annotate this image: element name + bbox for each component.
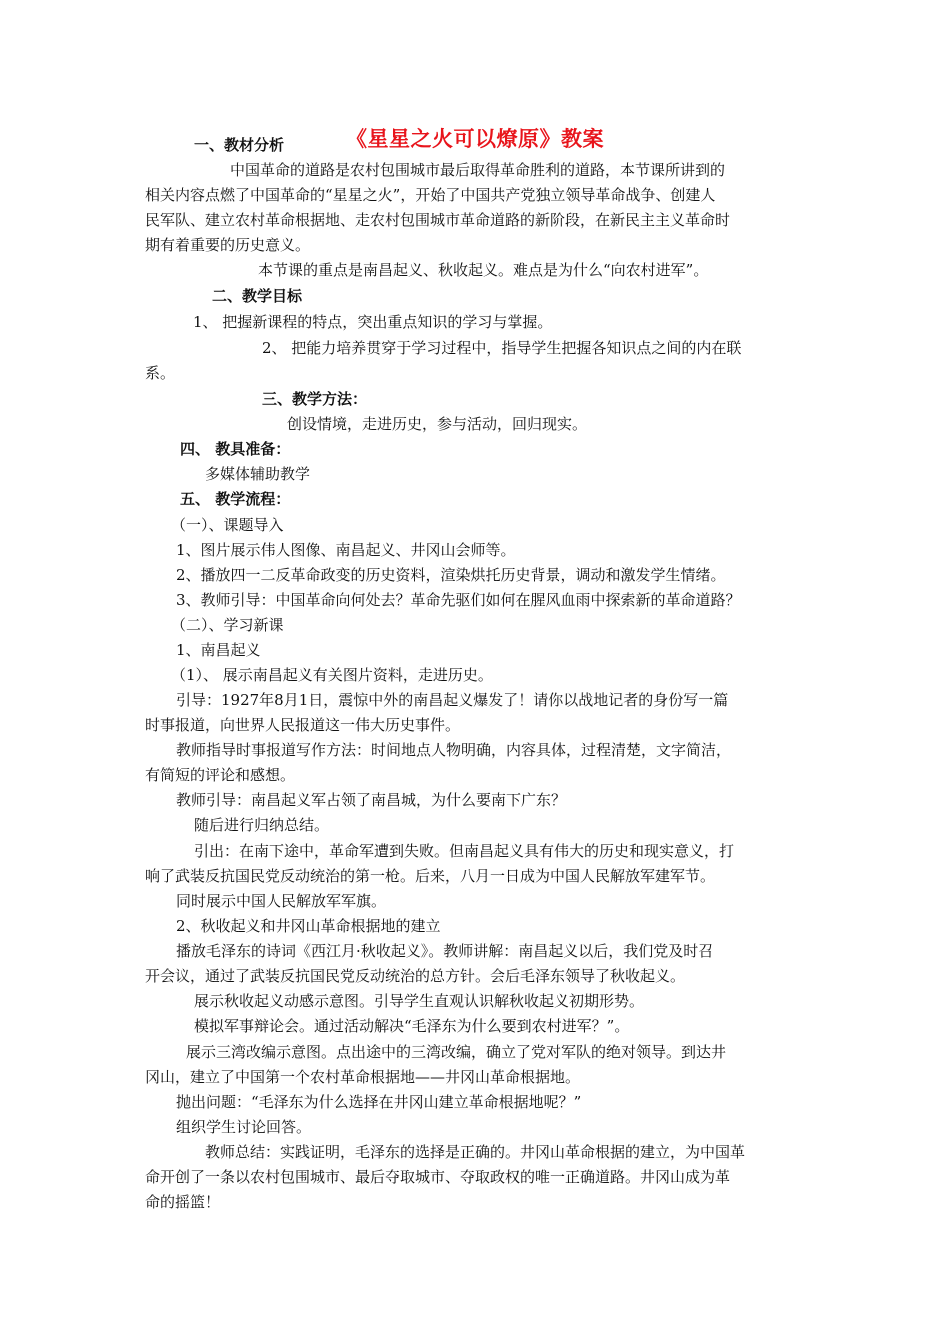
paragraph-line: 期有着重要的历史意义。 [145, 236, 311, 254]
paragraph-line: 有简短的评论和感想。 [145, 766, 296, 784]
section-heading: 四、 教具准备： [180, 440, 291, 458]
paragraph-line: 引出：在南下途中，革命军遭到失败。但南昌起义具有伟大的历史和现实意义，打 [194, 842, 735, 860]
paragraph-line: 2、播放四一二反革命政变的历史资料，渲染烘托历史背景，调动和激发学生情绪。 [176, 566, 726, 584]
paragraph-line: 1、南昌起义 [176, 641, 261, 659]
paragraph-line: 1、图片展示伟人图像、南昌起义、井冈山会师等。 [176, 541, 516, 559]
paragraph-line: 命的摇篮！ [145, 1193, 221, 1211]
paragraph-line: 教师总结：实践证明，毛泽东的选择是正确的。井冈山革命根据的建立，为中国革 [205, 1143, 746, 1161]
paragraph-line: 模拟军事辩论会。通过活动解决“毛泽东为什么要到农村进军？”。 [194, 1017, 630, 1035]
paragraph-line: 同时展示中国人民解放军军旗。 [176, 892, 387, 910]
paragraph-line: 教师指导时事报道写作方法：时间地点人物明确，内容具体，过程清楚，文字简洁， [176, 741, 732, 759]
section-heading: 三、教学方法： [262, 390, 368, 408]
paragraph-line: 组织学生讨论回答。 [176, 1118, 312, 1136]
section-heading: 二、教学目标 [212, 287, 303, 305]
paragraph-line: 抛出问题：“毛泽东为什么选择在井冈山建立革命根据地呢？” [176, 1093, 582, 1111]
paragraph-line: 时事报道，向世界人民报道这一伟大历史事件。 [145, 716, 461, 734]
paragraph-line: 民军队、建立农村革命根据地、走农村包围城市革命道路的新阶段，在新民主主义革命时 [145, 211, 731, 229]
paragraph-line: 中国革命的道路是农村包围城市最后取得革命胜利的道路，本节课所讲到的 [230, 161, 726, 179]
section-heading: 五、 教学流程： [180, 490, 291, 508]
document-title: 《星星之火可以燎原》教案 [346, 127, 604, 151]
paragraph-line: 引导：1927年8月1日，震惊中外的南昌起义爆发了！请你以战地记者的身份写一篇 [176, 691, 729, 709]
paragraph-line: 播放毛泽东的诗词《西江月·秋收起义》。教师讲解：南昌起义以后，我们党及时召 [176, 942, 714, 960]
paragraph-line: 多媒体辅助教学 [205, 465, 311, 483]
paragraph-line: 随后进行归纳总结。 [194, 816, 330, 834]
paragraph-line: 3、教师引导：中国革命向何处去？革命先驱们如何在腥风血雨中探索新的革命道路？ [176, 591, 741, 609]
paragraph-line: 响了武装反抗国民党反动统治的第一枪。后来，八月一日成为中国人民解放军建军节。 [145, 867, 716, 885]
paragraph-line: 相关内容点燃了中国革命的“星星之火”，开始了中国共产党独立领导革命战争、创建人 [145, 186, 716, 204]
section-heading: 一、教材分析 [194, 136, 285, 154]
paragraph-line: 系。 [145, 364, 176, 382]
paragraph-line: 本节课的重点是南昌起义、秋收起义。难点是为什么“向农村进军”。 [258, 261, 709, 279]
paragraph-line: （1）、 展示南昌起义有关图片资料，走进历史。 [171, 666, 493, 684]
paragraph-line: 2、秋收起义和井冈山革命根据地的建立 [176, 917, 441, 935]
paragraph-line: （二）、学习新课 [171, 616, 284, 634]
paragraph-line: 命开创了一条以农村包围城市、最后夺取城市、夺取政权的唯一正确道路。井冈山成为革 [145, 1168, 731, 1186]
paragraph-line: 1、 把握新课程的特点，突出重点知识的学习与掌握。 [193, 313, 553, 331]
paragraph-line: 创设情境，走进历史，参与活动，回归现实。 [287, 415, 588, 433]
paragraph-line: 2、 把能力培养贯穿于学习过程中，指导学生把握各知识点之间的内在联 [262, 339, 742, 357]
paragraph-line: （一）、课题导入 [171, 516, 284, 534]
paragraph-line: 开会议，通过了武装反抗国民党反动统治的总方针。会后毛泽东领导了秋收起义。 [145, 967, 686, 985]
paragraph-line: 展示三湾改编示意图。点出途中的三湾改编，确立了党对军队的绝对领导。到达井 [186, 1043, 727, 1061]
paragraph-line: 展示秋收起义动感示意图。引导学生直观认识解秋收起义初期形势。 [194, 992, 645, 1010]
paragraph-line: 教师引导：南昌起义军占领了南昌城，为什么要南下广东？ [176, 791, 567, 809]
paragraph-line: 冈山，建立了中国第一个农村革命根据地——井冈山革命根据地。 [145, 1068, 581, 1086]
